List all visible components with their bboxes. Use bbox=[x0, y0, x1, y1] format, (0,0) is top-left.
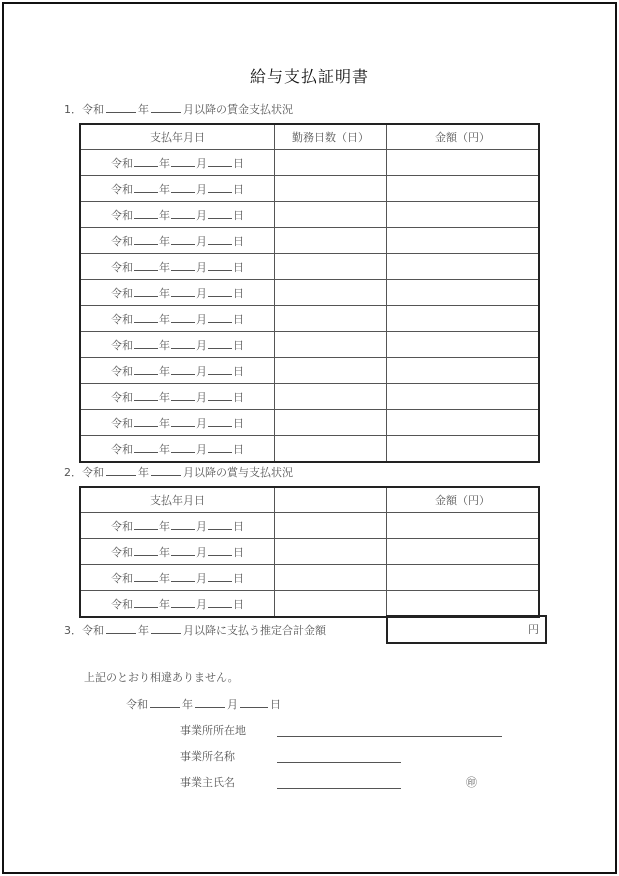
declaration-text: 上記のとおり相違ありません。 bbox=[84, 671, 239, 684]
payment-date-cell[interactable] bbox=[80, 358, 275, 384]
work-days-cell[interactable] bbox=[275, 228, 387, 254]
row-day: 日 bbox=[233, 260, 244, 274]
work-days-cell[interactable] bbox=[275, 202, 387, 228]
row-day: 日 bbox=[233, 182, 244, 196]
section1-suffix: 月以降の賃金支払状況 bbox=[183, 103, 293, 116]
row-month-blank[interactable] bbox=[171, 519, 195, 530]
row-era: 令和 bbox=[111, 260, 133, 274]
row-year: 年 bbox=[159, 571, 170, 585]
row-day-blank[interactable] bbox=[208, 234, 232, 245]
row-day-blank[interactable] bbox=[208, 260, 232, 271]
row-year: 年 bbox=[159, 442, 170, 456]
section3-heading bbox=[64, 622, 326, 638]
row-year: 年 bbox=[159, 286, 170, 300]
row-year-blank[interactable] bbox=[134, 260, 158, 271]
section3-suffix: 月以降に支払う推定合計金額 bbox=[183, 624, 326, 637]
amount-cell[interactable] bbox=[387, 202, 540, 228]
row-day-blank[interactable] bbox=[208, 338, 232, 349]
row-year: 年 bbox=[159, 312, 170, 326]
row-day-blank[interactable] bbox=[208, 442, 232, 453]
work-days-cell[interactable] bbox=[275, 436, 387, 463]
row-day-blank[interactable] bbox=[208, 390, 232, 401]
row-day: 日 bbox=[233, 364, 244, 378]
row-year: 年 bbox=[159, 416, 170, 430]
row-era: 令和 bbox=[111, 208, 133, 222]
work-days-cell[interactable] bbox=[275, 539, 387, 565]
payment-date-cell[interactable] bbox=[80, 280, 275, 306]
amount-cell[interactable] bbox=[387, 513, 540, 539]
row-year-blank[interactable] bbox=[134, 519, 158, 530]
row-year-blank[interactable] bbox=[134, 312, 158, 323]
row-month-blank[interactable] bbox=[171, 182, 195, 193]
wage-payment-table bbox=[79, 123, 540, 463]
amount-cell[interactable] bbox=[387, 228, 540, 254]
row-year-blank[interactable] bbox=[134, 338, 158, 349]
work-days-cell[interactable] bbox=[275, 410, 387, 436]
amount-cell[interactable] bbox=[387, 280, 540, 306]
table-row bbox=[80, 254, 539, 280]
row-day-blank[interactable] bbox=[208, 545, 232, 556]
header-payment-date: 支払年月日 bbox=[80, 487, 275, 513]
row-year: 年 bbox=[159, 338, 170, 352]
row-era: 令和 bbox=[111, 442, 133, 456]
row-day-blank[interactable] bbox=[208, 597, 232, 608]
row-era: 令和 bbox=[111, 338, 133, 352]
row-day: 日 bbox=[233, 286, 244, 300]
amount-cell[interactable] bbox=[387, 565, 540, 591]
yen-unit: 円 bbox=[528, 623, 539, 636]
section2-heading bbox=[64, 464, 293, 480]
row-day-blank[interactable] bbox=[208, 364, 232, 375]
row-year: 年 bbox=[159, 182, 170, 196]
row-day: 日 bbox=[233, 416, 244, 430]
sig-month-label: 月 bbox=[227, 698, 238, 711]
work-days-cell[interactable] bbox=[275, 306, 387, 332]
row-month: 月 bbox=[196, 156, 207, 170]
work-days-cell[interactable] bbox=[275, 332, 387, 358]
sig-era: 令和 bbox=[126, 698, 148, 711]
address-label: 事業所所在地 bbox=[180, 724, 246, 737]
row-month-blank[interactable] bbox=[171, 416, 195, 427]
row-month: 月 bbox=[196, 182, 207, 196]
work-days-cell[interactable] bbox=[275, 280, 387, 306]
work-days-cell[interactable] bbox=[275, 565, 387, 591]
row-era: 令和 bbox=[111, 519, 133, 533]
work-days-cell[interactable] bbox=[275, 513, 387, 539]
work-days-cell[interactable] bbox=[275, 358, 387, 384]
row-era: 令和 bbox=[111, 416, 133, 430]
work-days-cell[interactable] bbox=[275, 384, 387, 410]
payment-date-cell[interactable] bbox=[80, 150, 275, 176]
estimated-total-field[interactable] bbox=[386, 615, 547, 644]
row-month: 月 bbox=[196, 338, 207, 352]
row-year-blank[interactable] bbox=[134, 597, 158, 608]
row-month-blank[interactable] bbox=[171, 338, 195, 349]
row-year-blank[interactable] bbox=[134, 208, 158, 219]
row-day: 日 bbox=[233, 312, 244, 326]
row-year-blank[interactable] bbox=[134, 234, 158, 245]
work-days-cell[interactable] bbox=[275, 254, 387, 280]
sig-year-blank[interactable] bbox=[150, 697, 180, 708]
section1-prefix: 1．令和 bbox=[64, 103, 104, 116]
row-month-blank[interactable] bbox=[171, 208, 195, 219]
office-name-line[interactable] bbox=[277, 761, 401, 763]
section3-year-blank[interactable] bbox=[106, 623, 136, 634]
row-day-blank[interactable] bbox=[208, 312, 232, 323]
owner-name-label: 事業主氏名 bbox=[180, 776, 235, 789]
row-month-blank[interactable] bbox=[171, 390, 195, 401]
bonus-payment-table bbox=[79, 486, 540, 618]
work-days-cell[interactable] bbox=[275, 176, 387, 202]
section1-month-blank[interactable] bbox=[151, 102, 181, 113]
sig-day-label: 日 bbox=[270, 698, 281, 711]
address-line[interactable] bbox=[277, 735, 502, 737]
payment-date-cell[interactable] bbox=[80, 306, 275, 332]
section1-year-label: 年 bbox=[138, 103, 149, 116]
payment-date-cell[interactable] bbox=[80, 202, 275, 228]
table-row bbox=[80, 591, 539, 618]
row-day: 日 bbox=[233, 208, 244, 222]
row-era: 令和 bbox=[111, 286, 133, 300]
row-day-blank[interactable] bbox=[208, 286, 232, 297]
table-row bbox=[80, 384, 539, 410]
payment-date-cell[interactable] bbox=[80, 539, 275, 565]
row-day-blank[interactable] bbox=[208, 208, 232, 219]
section2-suffix: 月以降の賞与支払状況 bbox=[183, 466, 293, 479]
row-year-blank[interactable] bbox=[134, 182, 158, 193]
sig-month-blank[interactable] bbox=[195, 697, 225, 708]
table-row bbox=[80, 176, 539, 202]
signature-date bbox=[126, 696, 281, 712]
row-month: 月 bbox=[196, 545, 207, 559]
payment-date-cell[interactable] bbox=[80, 384, 275, 410]
row-day-blank[interactable] bbox=[208, 182, 232, 193]
amount-cell[interactable] bbox=[387, 306, 540, 332]
row-year-blank[interactable] bbox=[134, 390, 158, 401]
amount-cell[interactable] bbox=[387, 332, 540, 358]
row-day-blank[interactable] bbox=[208, 416, 232, 427]
amount-cell[interactable] bbox=[387, 436, 540, 463]
section2-year-label: 年 bbox=[138, 466, 149, 479]
section2-month-blank[interactable] bbox=[151, 465, 181, 476]
owner-name-line[interactable] bbox=[277, 787, 401, 789]
row-day: 日 bbox=[233, 545, 244, 559]
row-month-blank[interactable] bbox=[171, 260, 195, 271]
row-month: 月 bbox=[196, 416, 207, 430]
row-year-blank[interactable] bbox=[134, 286, 158, 297]
table-row bbox=[80, 150, 539, 176]
header-work-days: 勤務日数（日） bbox=[275, 124, 387, 150]
row-day: 日 bbox=[233, 338, 244, 352]
table-row bbox=[80, 436, 539, 463]
amount-cell[interactable] bbox=[387, 410, 540, 436]
sig-day-blank[interactable] bbox=[240, 697, 268, 708]
row-month: 月 bbox=[196, 312, 207, 326]
amount-cell[interactable] bbox=[387, 539, 540, 565]
row-month-blank[interactable] bbox=[171, 545, 195, 556]
row-month-blank[interactable] bbox=[171, 312, 195, 323]
row-year-blank[interactable] bbox=[134, 364, 158, 375]
section1-year-blank[interactable] bbox=[106, 102, 136, 113]
row-year-blank[interactable] bbox=[134, 545, 158, 556]
table-row bbox=[80, 539, 539, 565]
amount-cell[interactable] bbox=[387, 254, 540, 280]
row-year: 年 bbox=[159, 390, 170, 404]
table-row bbox=[80, 202, 539, 228]
row-month-blank[interactable] bbox=[171, 234, 195, 245]
row-era: 令和 bbox=[111, 364, 133, 378]
row-era: 令和 bbox=[111, 390, 133, 404]
section3-year-label: 年 bbox=[138, 624, 149, 637]
table-row bbox=[80, 332, 539, 358]
row-year-blank[interactable] bbox=[134, 571, 158, 582]
amount-cell[interactable] bbox=[387, 384, 540, 410]
table-row bbox=[80, 513, 539, 539]
row-day: 日 bbox=[233, 597, 244, 611]
row-year: 年 bbox=[159, 597, 170, 611]
row-day-blank[interactable] bbox=[208, 156, 232, 167]
amount-cell[interactable] bbox=[387, 591, 540, 618]
table-row bbox=[80, 565, 539, 591]
row-era: 令和 bbox=[111, 156, 133, 170]
table-row bbox=[80, 306, 539, 332]
section2-prefix: 2．令和 bbox=[64, 466, 104, 479]
row-month-blank[interactable] bbox=[171, 156, 195, 167]
row-day: 日 bbox=[233, 571, 244, 585]
amount-cell[interactable] bbox=[387, 176, 540, 202]
row-day-blank[interactable] bbox=[208, 519, 232, 530]
sig-year-label: 年 bbox=[182, 698, 193, 711]
seal-mark: ㊞ bbox=[466, 776, 477, 789]
row-year: 年 bbox=[159, 156, 170, 170]
payment-date-cell[interactable] bbox=[80, 254, 275, 280]
row-year: 年 bbox=[159, 364, 170, 378]
row-year-blank[interactable] bbox=[134, 156, 158, 167]
document-title: 給与支払証明書 bbox=[249, 67, 369, 86]
bonus-table-header bbox=[80, 487, 539, 513]
table-row bbox=[80, 228, 539, 254]
row-year: 年 bbox=[159, 260, 170, 274]
row-year: 年 bbox=[159, 208, 170, 222]
row-month: 月 bbox=[196, 260, 207, 274]
section3-month-blank[interactable] bbox=[151, 623, 181, 634]
row-day-blank[interactable] bbox=[208, 571, 232, 582]
payment-date-cell[interactable] bbox=[80, 591, 275, 618]
header-payment-date: 支払年月日 bbox=[80, 124, 275, 150]
table-row bbox=[80, 358, 539, 384]
row-era: 令和 bbox=[111, 545, 133, 559]
section2-year-blank[interactable] bbox=[106, 465, 136, 476]
row-month: 月 bbox=[196, 442, 207, 456]
work-days-cell[interactable] bbox=[275, 591, 387, 618]
wage-table-header bbox=[80, 124, 539, 150]
payment-date-cell[interactable] bbox=[80, 565, 275, 591]
row-era: 令和 bbox=[111, 571, 133, 585]
row-year-blank[interactable] bbox=[134, 416, 158, 427]
header-amount: 金額（円） bbox=[387, 124, 540, 150]
row-day: 日 bbox=[233, 390, 244, 404]
work-days-cell[interactable] bbox=[275, 150, 387, 176]
payment-date-cell[interactable] bbox=[80, 436, 275, 463]
row-era: 令和 bbox=[111, 312, 133, 326]
row-month-blank[interactable] bbox=[171, 364, 195, 375]
table-row bbox=[80, 280, 539, 306]
payment-date-cell[interactable] bbox=[80, 410, 275, 436]
payment-date-cell[interactable] bbox=[80, 176, 275, 202]
row-month: 月 bbox=[196, 364, 207, 378]
row-year: 年 bbox=[159, 234, 170, 248]
office-name-label: 事業所名称 bbox=[180, 750, 235, 763]
row-month-blank[interactable] bbox=[171, 597, 195, 608]
row-day: 日 bbox=[233, 442, 244, 456]
row-month-blank[interactable] bbox=[171, 442, 195, 453]
row-month: 月 bbox=[196, 234, 207, 248]
row-month: 月 bbox=[196, 286, 207, 300]
row-month-blank[interactable] bbox=[171, 571, 195, 582]
row-day: 日 bbox=[233, 156, 244, 170]
row-year-blank[interactable] bbox=[134, 442, 158, 453]
row-month: 月 bbox=[196, 208, 207, 222]
row-era: 令和 bbox=[111, 597, 133, 611]
row-day: 日 bbox=[233, 234, 244, 248]
payment-date-cell[interactable] bbox=[80, 332, 275, 358]
row-era: 令和 bbox=[111, 182, 133, 196]
row-month: 月 bbox=[196, 571, 207, 585]
amount-cell[interactable] bbox=[387, 358, 540, 384]
section3-prefix: 3．令和 bbox=[64, 624, 104, 637]
payment-date-cell[interactable] bbox=[80, 513, 275, 539]
payment-date-cell[interactable] bbox=[80, 228, 275, 254]
row-year: 年 bbox=[159, 545, 170, 559]
header-blank bbox=[275, 487, 387, 513]
amount-cell[interactable] bbox=[387, 150, 540, 176]
table-row bbox=[80, 410, 539, 436]
row-month: 月 bbox=[196, 519, 207, 533]
row-month: 月 bbox=[196, 390, 207, 404]
row-month: 月 bbox=[196, 597, 207, 611]
section1-heading bbox=[64, 101, 293, 117]
header-amount: 金額（円） bbox=[387, 487, 540, 513]
row-month-blank[interactable] bbox=[171, 286, 195, 297]
row-era: 令和 bbox=[111, 234, 133, 248]
row-day: 日 bbox=[233, 519, 244, 533]
row-year: 年 bbox=[159, 519, 170, 533]
